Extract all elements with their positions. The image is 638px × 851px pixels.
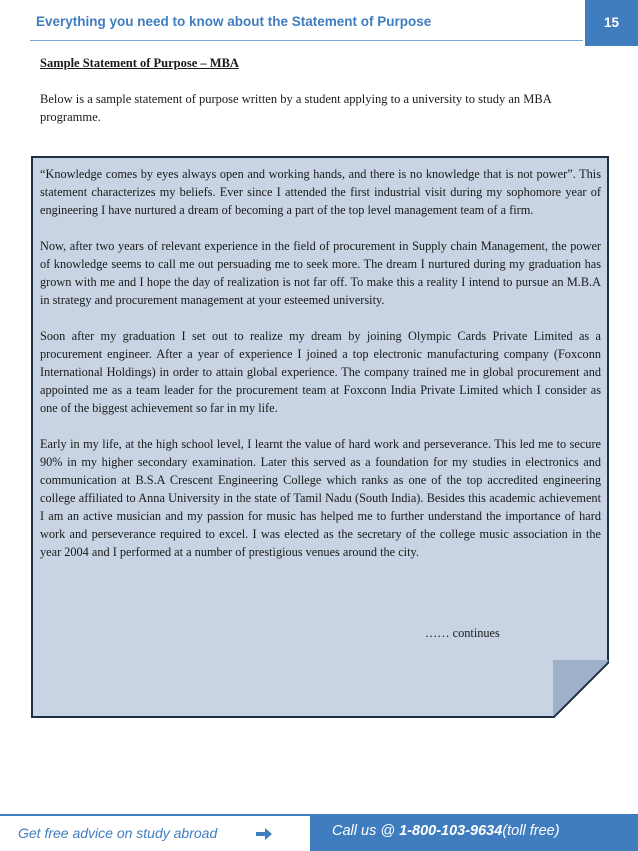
page-header [0,0,638,48]
call-suffix: (toll free) [502,823,560,839]
footer-advice-text: Get free advice on study abroad [18,825,218,841]
header-divider [30,40,583,41]
footer-call-text [332,823,560,839]
page-footer [0,814,638,851]
right-arrow-icon [255,827,273,841]
section-heading: Sample Statement of Purpose – MBA [40,56,239,70]
phone-number: 1-800-103-9634 [399,823,503,839]
sop-paragraph: “Knowledge comes by eyes always open and working hands, and there is no knowledge that is not power”. This statement characterizes my beliefs. Ever since I attended the first industrial visit during my sophomore year of engineering I have nurtured a dream of becoming a part of the top level management team of a firm. [40,167,601,217]
intro-text: Below is a sample statement of purpose written by a student applying to a university to study an MBA programme. [40,92,552,124]
footer-advice-panel [0,814,310,851]
sop-paragraph: Now, after two years of relevant experience in the field of procurement in Supply chain Management, the power of knowledge seems to call me out persuading me to seek more. The dream I nurtured during my graduation has grown with me and I hope the day of realization is not far off. To make this a reality I intend to pursue an M.B.A in strategy and procurement management at your esteemed university. [40,239,601,307]
page-curl-edge [553,662,609,718]
sop-body [40,165,601,579]
continues-note: …… continues [425,626,500,640]
header-title: Everything you need to know about the Statement of Purpose [36,14,432,29]
footer-call-panel [310,814,638,851]
page-number: 15 [585,0,638,46]
sop-paragraph: Soon after my graduation I set out to realize my dream by joining Olympic Cards Private Limited as a procurement engineer. After a year of experience I joined a top electronic manufacturing company (Foxconn International Holdings) in order to attain global experience. The company trained me in global procurement and appointed me as a team leader for the procurement team at Foxconn India Private Limited which I consider as one of the biggest achievement so far in my life. [40,329,601,415]
sop-paragraph: Early in my life, at the high school level, I learnt the value of hard work and perseverance. This led me to secure 90% in my higher secondary examination. Later this served as a foundation for my studies in electronics and communication at B.S.A Crescent Engineering College which ranks as one of the top accredited engineering college affiliated to Anna University in the state of Tamil Nadu (South India). Besides this academic achievement I am an active musician and my passion for music has helped me to further understand the importance of hard work and perseverance required to excel. I was elected as the secretary of the college music association in the year 2004 and I performed at a number of prestigious venues around the city. [40,437,601,559]
call-prefix: Call us @ [332,823,400,839]
